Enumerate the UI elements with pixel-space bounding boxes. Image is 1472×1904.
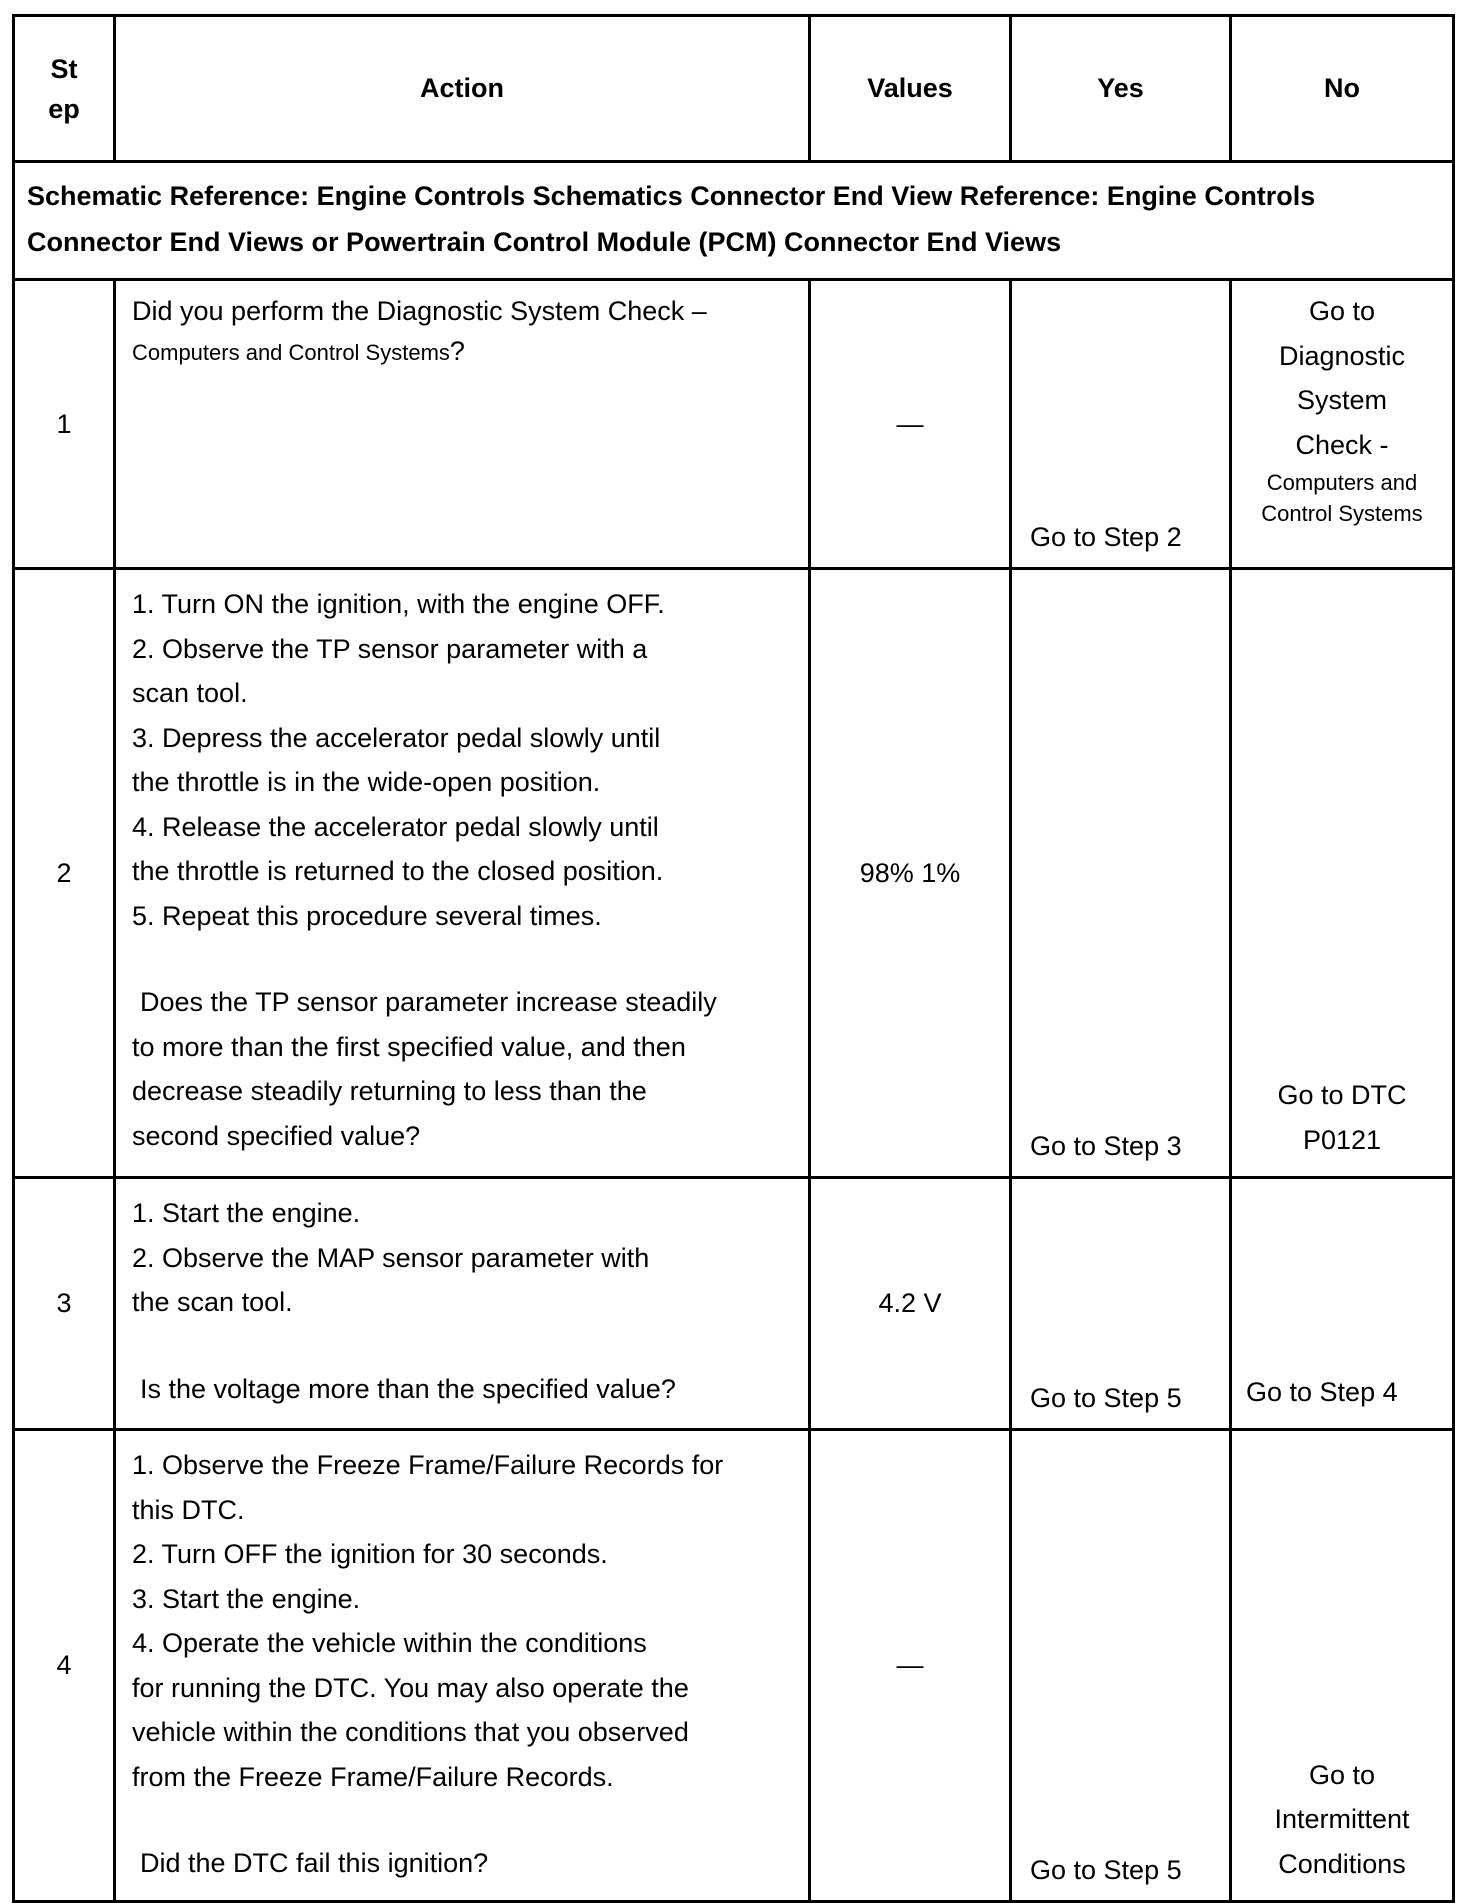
- header-step-line1: St: [50, 53, 78, 84]
- action-cell: [115, 1430, 810, 1902]
- question-line: Is the voltage more than the specified value?: [140, 1373, 676, 1404]
- no-line: Diagnostic: [1278, 340, 1406, 371]
- value-cell: —: [810, 280, 1011, 569]
- action-line: [132, 334, 792, 370]
- value-cell: —: [810, 1430, 1011, 1902]
- header-row: [14, 16, 1454, 162]
- action-line: vehicle within the conditions that you observed: [132, 1717, 689, 1747]
- no-cell: [1231, 280, 1454, 569]
- header-yes: Yes: [1011, 16, 1231, 162]
- yes-cell: Go to Step 3: [1011, 569, 1231, 1178]
- step-number: 3: [14, 1178, 115, 1430]
- no-small-line: Computers and: [1266, 470, 1418, 495]
- action-line: 5. Repeat this procedure several times.: [132, 900, 602, 931]
- action-line: this DTC.: [132, 1494, 245, 1525]
- action-line: 2. Turn OFF the ignition for 30 seconds.: [132, 1539, 608, 1569]
- yes-cell: Go to Step 5: [1011, 1178, 1231, 1430]
- no-line: Go to DTC: [1277, 1080, 1407, 1110]
- action-line: 3. Start the engine.: [132, 1583, 361, 1614]
- action-line: 4. Release the accelerator pedal slowly until: [132, 811, 659, 842]
- action-line: the throttle is in the wide-open position.: [132, 767, 601, 797]
- action-line: the scan tool.: [132, 1287, 293, 1317]
- table-row: [14, 569, 1454, 1178]
- reference-line2: Connector End Views or Powertrain Control Module (PCM) Connector End Views: [27, 227, 1062, 257]
- no-line: P0121: [1302, 1124, 1382, 1155]
- action-line: scan tool.: [132, 678, 248, 708]
- header-step-line2: ep: [48, 93, 80, 124]
- value-cell: 4.2 V: [810, 1178, 1011, 1430]
- action-line-end: ?: [449, 335, 465, 366]
- action-cell: [115, 280, 810, 569]
- no-cell: Go to Step 4: [1231, 1178, 1454, 1430]
- reference-row: [14, 162, 1454, 280]
- action-cell: [115, 569, 810, 1178]
- yes-cell: Go to Step 2: [1011, 280, 1231, 569]
- step-number: 1: [14, 280, 115, 569]
- no-line: Intermittent: [1274, 1804, 1410, 1834]
- no-line: Go to: [1308, 296, 1376, 326]
- yes-cell: Go to Step 5: [1011, 1430, 1231, 1902]
- header-values: Values: [810, 16, 1011, 162]
- action-line: 1. Turn ON the ignition, with the engine OFF.: [132, 589, 665, 619]
- no-line: Check -: [1295, 429, 1389, 460]
- no-line: System: [1296, 385, 1388, 415]
- step-number: 2: [14, 569, 115, 1178]
- action-line: for running the DTC. You may also operate the: [132, 1672, 689, 1703]
- table-row: [14, 1178, 1454, 1430]
- action-line: the throttle is returned to the closed position.: [132, 856, 664, 886]
- question-line: to more than the first specified value, and then: [132, 1031, 686, 1062]
- no-line: Go to: [1308, 1759, 1376, 1790]
- value-cell: 98% 1%: [810, 569, 1011, 1178]
- action-line: 2. Observe the MAP sensor parameter with: [132, 1242, 650, 1273]
- table-row: [14, 280, 1454, 569]
- action-line: 1. Observe the Freeze Frame/Failure Records for: [132, 1450, 724, 1480]
- no-small-line: Control Systems: [1261, 501, 1423, 526]
- no-line: Conditions: [1278, 1848, 1406, 1879]
- table-row: [14, 1430, 1454, 1902]
- step-number: 4: [14, 1430, 115, 1902]
- question-line: Does the TP sensor parameter increase steadily: [140, 987, 717, 1017]
- action-cell: [115, 1178, 810, 1430]
- header-step: [14, 16, 115, 162]
- reference-line1: Schematic Reference: Engine Controls Schematics Connector End View Reference: Engine Controls: [27, 181, 1316, 211]
- action-line: 1. Start the engine.: [132, 1198, 361, 1228]
- question-line: second specified value?: [132, 1120, 421, 1151]
- reference-cell: [14, 162, 1454, 280]
- question-line: decrease steadily returning to less than the: [132, 1076, 647, 1106]
- no-cell: [1231, 1430, 1454, 1902]
- diagnostic-table: [12, 14, 1455, 1903]
- action-line: 2. Observe the TP sensor parameter with a: [132, 633, 648, 664]
- header-action: Action: [115, 16, 810, 162]
- no-cell: [1231, 569, 1454, 1178]
- header-no: No: [1231, 16, 1454, 162]
- action-line: 4. Operate the vehicle within the conditions: [132, 1628, 647, 1658]
- question-line: Did the DTC fail this ignition?: [140, 1848, 489, 1878]
- action-link-text: Computers and Control Systems: [132, 339, 450, 365]
- action-line: Did you perform the Diagnostic System Check –: [132, 296, 707, 326]
- action-line: from the Freeze Frame/Failure Records.: [132, 1761, 614, 1792]
- action-line: 3. Depress the accelerator pedal slowly until: [132, 722, 661, 753]
